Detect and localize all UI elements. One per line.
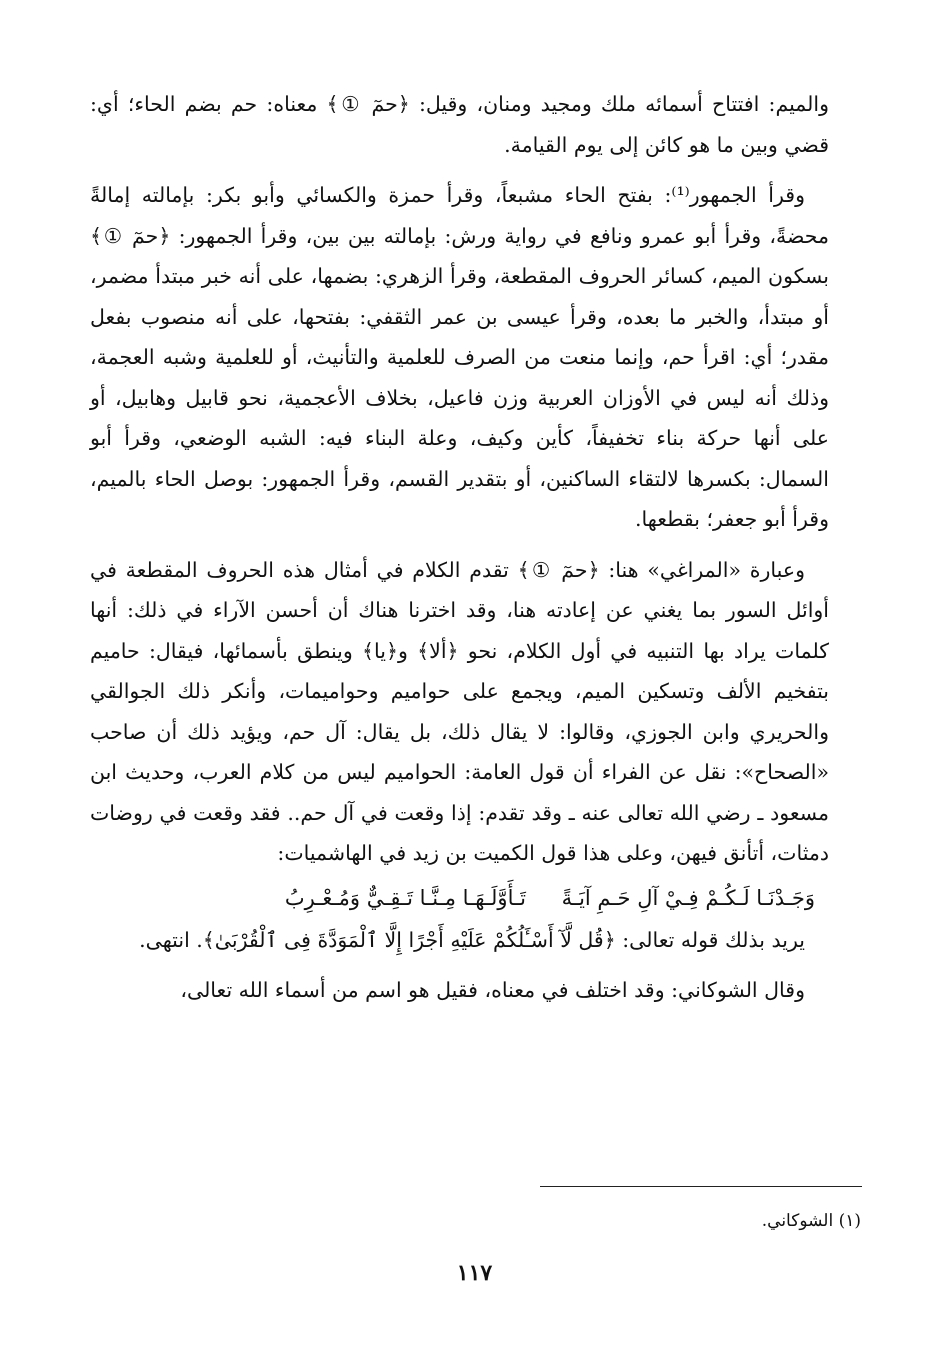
verse-hemistich-second: تَـأَوَّلَـهَـا مِـنَّـا تَـقِـيٌّ وَمُـعْـرِبُ: [284, 885, 526, 910]
paragraph-3: وعبارة «المراغي» هنا: ﴿حمٓ ①﴾ تقدم الكلام في أمثال هذه الحروف المقطعة في أوائل السور بما يغني عن إعادته هنا، وقد اخترنا هناك أن أحسن الآراء في ذلك: أنها كلمات يراد بها التنبيه في أول الكلام، نحو ﴿ألا﴾ و﴿يا﴾ وينطق بأسمائها، فيقال: حاميم بتفخيم الألف وتسكين الميم، ويجمع على حواميم وحواميمات، وأنكر ذلك الجوالقي والحريري وابن الجوزي، وقالوا: لا يقال ذلك، بل يقال: آل حم، ويؤيد ذلك أن صاحب «الصحاح»: نقل عن الفراء أن قول العامة: الحواميم ليس من كلام العرب، وحديث ابن مسعود ـ رضي الله تعالى عنه ـ وقد تقدم: إذا وقعت في آل حم.. فقد وقعت في روضات دمثات، أتأنق فيهن، وعلى هذا قول الكميت بن زيد في الهاشميات:: [90, 557, 829, 865]
page-number: ١١٧: [456, 1260, 493, 1286]
paragraph-1: والميم: افتتاح أسمائه ملك ومجيد ومنان، وقيل: ﴿حمٓ ①﴾ معناه: حم بضم الحاء؛ أي: قضي وبين ما هو كائن إلى يوم القيامة.: [90, 92, 829, 157]
poetry-verse: [90, 876, 829, 920]
footnote-divider: [540, 1186, 862, 1187]
paragraph-3-continuation: يريد بذلك قوله تعالى: ﴿قُل لَّآ أَسْـَٔلُكُمْ عَلَيْهِ أَجْرًا إِلَّا ٱلْمَوَدَّةَ فِى ٱلْقُرْبَىٰ﴾. انتهى.: [139, 927, 805, 952]
main-text-block: [90, 84, 829, 1021]
paragraph-4: وقال الشوكاني: وقد اختلف في معناه، فقيل هو اسم من أسماء الله تعالى،: [180, 978, 805, 1002]
paragraph-2: وقرأ الجمهور⁽¹⁾: بفتح الحاء مشبعاً، وقرأ حمزة والكسائي وأبو بكر: بإمالته إمالةً محضةً، وقرأ أبو عمرو ونافع في رواية ورش: بإمالته بين بين، وقرأ الجمهور: ﴿حمٓ ①﴾ بسكون الميم، كسائر الحروف المقطعة، وقرأ الزهري: بضمها، على أنه خبر مبتدأ مضمر، أو مبتدأ، والخبر ما بعده، وقرأ عيسى بن عمر الثقفي: بفتحها، على أنه منصوب بفعل مقدر؛ أي: اقرأ حم، وإنما منعت من الصرف للعلمية والتأنيث، أو للعلمية وشبه العجمة، وذلك أنه ليس في الأوزان العربية وزن فاعيل، بخلاف الأعجمية، نحو قابيل وهابيل، أو على أنها حركة بناء تخفيفاً، كأين وكيف، وعلة البناء فيه: الشبه الوضعي، وقرأ أبو السمال: بكسرها لالتقاء الساكنين، أو بتقدير القسم، وقرأ الجمهور: بوصل الحاء بالميم، وقرأ أبو جعفر؛ بقطعها.: [90, 183, 829, 531]
footnote: (١) الشوكاني.: [761, 1211, 861, 1231]
verse-hemistich-first: وَجَـدْنَـا لَـكُـمْ فِـيْ آلِ حَـمِ آيَـةً: [561, 885, 815, 910]
